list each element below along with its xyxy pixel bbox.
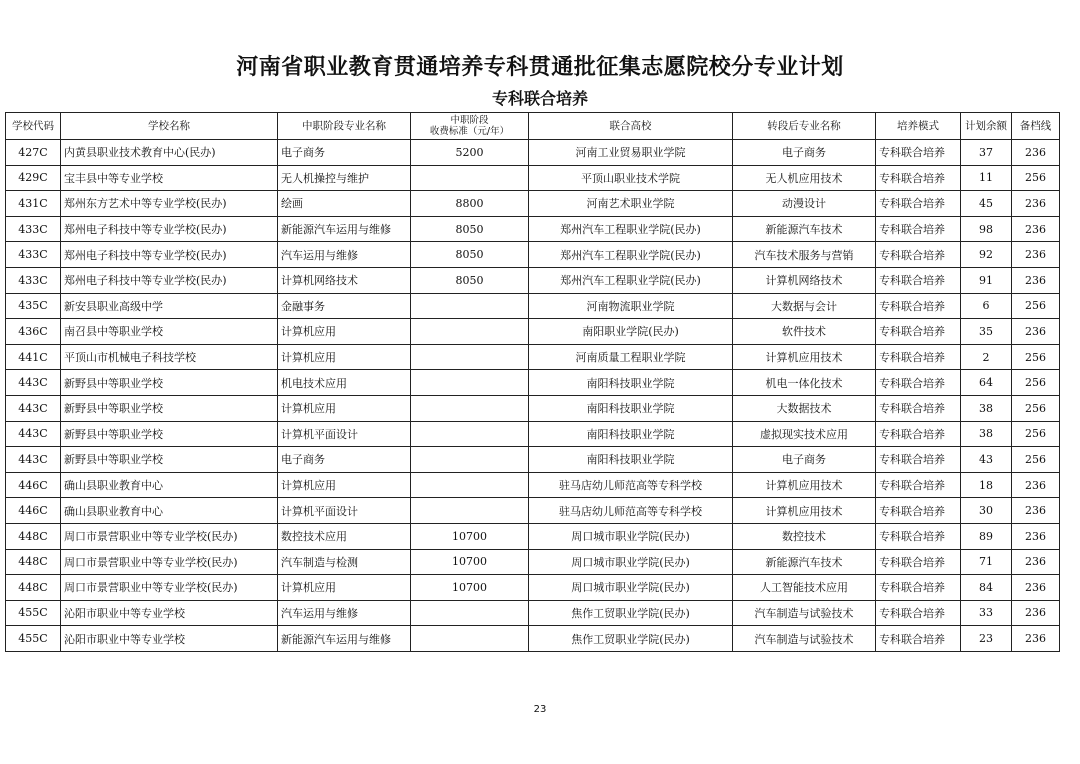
cell-plan-remaining: 18: [961, 472, 1012, 498]
table-row: [6, 575, 1060, 601]
cell-filing-line: 256: [1012, 165, 1060, 191]
cell-school-name: 平顶山市机械电子科技学校: [61, 344, 278, 370]
cell-fee: 5200: [411, 140, 529, 166]
table-row: [6, 242, 1060, 268]
cell-transfer-major: 汽车技术服务与营销: [733, 242, 876, 268]
cell-school-code: 443C: [6, 395, 61, 421]
table-header-row: [6, 113, 1060, 140]
header-mode: 培养模式: [876, 113, 961, 140]
cell-major: 计算机平面设计: [278, 421, 411, 447]
cell-training-mode: 专科联合培养: [876, 447, 961, 473]
cell-training-mode: 专科联合培养: [876, 472, 961, 498]
cell-transfer-major: 软件技术: [733, 319, 876, 345]
cell-transfer-major: 电子商务: [733, 140, 876, 166]
cell-partner-college: 周口城市职业学院(民办): [529, 575, 733, 601]
cell-training-mode: 专科联合培养: [876, 140, 961, 166]
plan-table: [5, 112, 1060, 652]
cell-partner-college: 驻马店幼儿师范高等专科学校: [529, 498, 733, 524]
header-remaining: 计划余额: [961, 113, 1012, 140]
cell-transfer-major: 数控技术: [733, 523, 876, 549]
cell-fee: [411, 165, 529, 191]
cell-partner-college: 焦作工贸职业学院(民办): [529, 600, 733, 626]
header-fee-line2: 收费标准（元/年）: [429, 126, 510, 137]
cell-plan-remaining: 30: [961, 498, 1012, 524]
cell-plan-remaining: 92: [961, 242, 1012, 268]
cell-transfer-major: 虚拟现实技术应用: [733, 421, 876, 447]
cell-filing-line: 236: [1012, 191, 1060, 217]
cell-fee: [411, 370, 529, 396]
cell-major: 汽车制造与检测: [278, 549, 411, 575]
cell-partner-college: 河南艺术职业学院: [529, 191, 733, 217]
cell-major: 计算机应用: [278, 472, 411, 498]
table-row: [6, 293, 1060, 319]
cell-training-mode: 专科联合培养: [876, 216, 961, 242]
cell-school-code: 443C: [6, 447, 61, 473]
cell-training-mode: 专科联合培养: [876, 242, 961, 268]
cell-major: 计算机应用: [278, 395, 411, 421]
header-school: 学校名称: [61, 113, 278, 140]
cell-school-code: 433C: [6, 242, 61, 268]
cell-school-name: 周口市景营职业中等专业学校(民办): [61, 575, 278, 601]
cell-transfer-major: 汽车制造与试验技术: [733, 600, 876, 626]
cell-partner-college: 河南工业贸易职业学院: [529, 140, 733, 166]
table-row: [6, 498, 1060, 524]
cell-school-code: 436C: [6, 319, 61, 345]
table-row: [6, 191, 1060, 217]
cell-fee: 10700: [411, 575, 529, 601]
cell-school-name: 新野县中等职业学校: [61, 447, 278, 473]
cell-school-code: 435C: [6, 293, 61, 319]
cell-fee: 8050: [411, 267, 529, 293]
cell-training-mode: 专科联合培养: [876, 370, 961, 396]
header-partner: 联合高校: [529, 113, 733, 140]
cell-school-code: 446C: [6, 472, 61, 498]
cell-training-mode: 专科联合培养: [876, 395, 961, 421]
cell-fee: [411, 600, 529, 626]
cell-partner-college: 郑州汽车工程职业学院(民办): [529, 242, 733, 268]
cell-transfer-major: 无人机应用技术: [733, 165, 876, 191]
cell-plan-remaining: 2: [961, 344, 1012, 370]
table-row: [6, 165, 1060, 191]
cell-partner-college: 平顶山职业技术学院: [529, 165, 733, 191]
cell-school-name: 确山县职业教育中心: [61, 472, 278, 498]
cell-school-code: 448C: [6, 575, 61, 601]
cell-school-name: 郑州电子科技中等专业学校(民办): [61, 242, 278, 268]
cell-major: 计算机平面设计: [278, 498, 411, 524]
table-row: [6, 421, 1060, 447]
cell-school-code: 448C: [6, 549, 61, 575]
cell-transfer-major: 机电一体化技术: [733, 370, 876, 396]
cell-school-code: 455C: [6, 626, 61, 652]
table-row: [6, 395, 1060, 421]
cell-school-name: 宝丰县中等专业学校: [61, 165, 278, 191]
page-subtitle: 专科联合培养: [491, 89, 588, 108]
cell-school-name: 郑州电子科技中等专业学校(民办): [61, 216, 278, 242]
cell-transfer-major: 计算机应用技术: [733, 472, 876, 498]
cell-filing-line: 256: [1012, 293, 1060, 319]
cell-filing-line: 256: [1012, 447, 1060, 473]
cell-plan-remaining: 35: [961, 319, 1012, 345]
cell-filing-line: 236: [1012, 498, 1060, 524]
cell-school-code: 427C: [6, 140, 61, 166]
cell-major: 新能源汽车运用与维修: [278, 626, 411, 652]
cell-filing-line: 236: [1012, 523, 1060, 549]
table-row: [6, 140, 1060, 166]
header-major: 中职阶段专业名称: [278, 113, 411, 140]
cell-training-mode: 专科联合培养: [876, 626, 961, 652]
cell-partner-college: 南阳科技职业学院: [529, 370, 733, 396]
cell-plan-remaining: 38: [961, 395, 1012, 421]
cell-major: 无人机操控与维护: [278, 165, 411, 191]
cell-transfer-major: 汽车制造与试验技术: [733, 626, 876, 652]
cell-plan-remaining: 11: [961, 165, 1012, 191]
cell-major: 电子商务: [278, 447, 411, 473]
cell-school-code: 433C: [6, 216, 61, 242]
cell-filing-line: 256: [1012, 421, 1060, 447]
cell-filing-line: 236: [1012, 600, 1060, 626]
cell-filing-line: 236: [1012, 472, 1060, 498]
cell-school-name: 南召县中等职业学校: [61, 319, 278, 345]
cell-training-mode: 专科联合培养: [876, 549, 961, 575]
cell-training-mode: 专科联合培养: [876, 421, 961, 447]
cell-training-mode: 专科联合培养: [876, 267, 961, 293]
header-fee-line1: 中职阶段: [450, 115, 489, 126]
cell-school-code: 429C: [6, 165, 61, 191]
cell-plan-remaining: 45: [961, 191, 1012, 217]
cell-training-mode: 专科联合培养: [876, 344, 961, 370]
cell-filing-line: 236: [1012, 267, 1060, 293]
cell-fee: 8050: [411, 216, 529, 242]
cell-school-code: 433C: [6, 267, 61, 293]
table-row: [6, 472, 1060, 498]
cell-partner-college: 南阳职业学院(民办): [529, 319, 733, 345]
cell-filing-line: 236: [1012, 626, 1060, 652]
cell-transfer-major: 新能源汽车技术: [733, 549, 876, 575]
cell-filing-line: 236: [1012, 575, 1060, 601]
cell-filing-line: 236: [1012, 140, 1060, 166]
cell-plan-remaining: 91: [961, 267, 1012, 293]
header-fee: [411, 113, 529, 140]
cell-school-code: 443C: [6, 421, 61, 447]
cell-transfer-major: 计算机应用技术: [733, 498, 876, 524]
cell-school-name: 周口市景营职业中等专业学校(民办): [61, 523, 278, 549]
cell-training-mode: 专科联合培养: [876, 575, 961, 601]
cell-transfer-major: 人工智能技术应用: [733, 575, 876, 601]
table-row: [6, 344, 1060, 370]
cell-school-name: 郑州电子科技中等专业学校(民办): [61, 267, 278, 293]
header-transfer-major: 转段后专业名称: [733, 113, 876, 140]
cell-major: 电子商务: [278, 140, 411, 166]
cell-plan-remaining: 33: [961, 600, 1012, 626]
cell-filing-line: 236: [1012, 319, 1060, 345]
cell-school-code: 443C: [6, 370, 61, 396]
table-row: [6, 600, 1060, 626]
cell-school-code: 455C: [6, 600, 61, 626]
cell-plan-remaining: 6: [961, 293, 1012, 319]
page-title: 河南省职业教育贯通培养专科贯通批征集志愿院校分专业计划: [236, 55, 844, 80]
cell-filing-line: 236: [1012, 549, 1060, 575]
cell-major: 金融事务: [278, 293, 411, 319]
cell-major: 汽车运用与维修: [278, 600, 411, 626]
cell-filing-line: 256: [1012, 344, 1060, 370]
cell-partner-college: 南阳科技职业学院: [529, 395, 733, 421]
table-row: [6, 626, 1060, 652]
cell-partner-college: 周口城市职业学院(民办): [529, 523, 733, 549]
cell-filing-line: 236: [1012, 242, 1060, 268]
cell-training-mode: 专科联合培养: [876, 293, 961, 319]
cell-major: 绘画: [278, 191, 411, 217]
cell-partner-college: 南阳科技职业学院: [529, 447, 733, 473]
cell-major: 计算机应用: [278, 575, 411, 601]
cell-fee: [411, 626, 529, 652]
cell-transfer-major: 计算机应用技术: [733, 344, 876, 370]
cell-fee: 10700: [411, 523, 529, 549]
cell-partner-college: 驻马店幼儿师范高等专科学校: [529, 472, 733, 498]
cell-school-code: 448C: [6, 523, 61, 549]
cell-plan-remaining: 38: [961, 421, 1012, 447]
cell-major: 计算机应用: [278, 319, 411, 345]
cell-school-name: 沁阳市职业中等专业学校: [61, 626, 278, 652]
cell-fee: [411, 293, 529, 319]
table-row: [6, 216, 1060, 242]
table-row: [6, 267, 1060, 293]
header-line: 备档线: [1012, 113, 1060, 140]
page-number: 23: [533, 704, 547, 715]
cell-school-code: 431C: [6, 191, 61, 217]
cell-school-name: 新野县中等职业学校: [61, 370, 278, 396]
cell-school-name: 郑州东方艺术中等专业学校(民办): [61, 191, 278, 217]
cell-fee: [411, 344, 529, 370]
cell-filing-line: 256: [1012, 395, 1060, 421]
cell-plan-remaining: 98: [961, 216, 1012, 242]
cell-school-code: 441C: [6, 344, 61, 370]
cell-school-name: 周口市景营职业中等专业学校(民办): [61, 549, 278, 575]
cell-plan-remaining: 89: [961, 523, 1012, 549]
cell-training-mode: 专科联合培养: [876, 600, 961, 626]
cell-training-mode: 专科联合培养: [876, 319, 961, 345]
cell-partner-college: 焦作工贸职业学院(民办): [529, 626, 733, 652]
table-row: [6, 370, 1060, 396]
cell-major: 汽车运用与维修: [278, 242, 411, 268]
table-row: [6, 447, 1060, 473]
cell-plan-remaining: 37: [961, 140, 1012, 166]
table-row: [6, 523, 1060, 549]
cell-school-code: 446C: [6, 498, 61, 524]
cell-major: 新能源汽车运用与维修: [278, 216, 411, 242]
cell-partner-college: 郑州汽车工程职业学院(民办): [529, 216, 733, 242]
cell-transfer-major: 动漫设计: [733, 191, 876, 217]
cell-partner-college: 河南质量工程职业学院: [529, 344, 733, 370]
cell-partner-college: 周口城市职业学院(民办): [529, 549, 733, 575]
cell-fee: [411, 395, 529, 421]
cell-training-mode: 专科联合培养: [876, 523, 961, 549]
cell-partner-college: 郑州汽车工程职业学院(民办): [529, 267, 733, 293]
cell-fee: [411, 421, 529, 447]
table-row: [6, 319, 1060, 345]
cell-major: 数控技术应用: [278, 523, 411, 549]
cell-transfer-major: 计算机网络技术: [733, 267, 876, 293]
cell-transfer-major: 大数据技术: [733, 395, 876, 421]
cell-training-mode: 专科联合培养: [876, 165, 961, 191]
cell-transfer-major: 大数据与会计: [733, 293, 876, 319]
cell-plan-remaining: 64: [961, 370, 1012, 396]
cell-fee: [411, 472, 529, 498]
cell-plan-remaining: 84: [961, 575, 1012, 601]
cell-fee: [411, 319, 529, 345]
cell-fee: 8050: [411, 242, 529, 268]
cell-major: 计算机应用: [278, 344, 411, 370]
cell-school-name: 新安县职业高级中学: [61, 293, 278, 319]
cell-filing-line: 236: [1012, 216, 1060, 242]
cell-school-name: 新野县中等职业学校: [61, 395, 278, 421]
cell-training-mode: 专科联合培养: [876, 498, 961, 524]
cell-training-mode: 专科联合培养: [876, 191, 961, 217]
cell-transfer-major: 电子商务: [733, 447, 876, 473]
table-body: [6, 140, 1060, 652]
cell-major: 计算机网络技术: [278, 267, 411, 293]
cell-school-name: 沁阳市职业中等专业学校: [61, 600, 278, 626]
cell-fee: [411, 447, 529, 473]
cell-plan-remaining: 71: [961, 549, 1012, 575]
cell-fee: 8800: [411, 191, 529, 217]
cell-plan-remaining: 43: [961, 447, 1012, 473]
cell-major: 机电技术应用: [278, 370, 411, 396]
cell-school-name: 确山县职业教育中心: [61, 498, 278, 524]
cell-plan-remaining: 23: [961, 626, 1012, 652]
cell-transfer-major: 新能源汽车技术: [733, 216, 876, 242]
cell-partner-college: 南阳科技职业学院: [529, 421, 733, 447]
cell-filing-line: 256: [1012, 370, 1060, 396]
cell-school-name: 新野县中等职业学校: [61, 421, 278, 447]
cell-fee: 10700: [411, 549, 529, 575]
cell-fee: [411, 498, 529, 524]
cell-school-name: 内黄县职业技术教育中心(民办): [61, 140, 278, 166]
cell-partner-college: 河南物流职业学院: [529, 293, 733, 319]
header-code: 学校代码: [6, 113, 61, 140]
table-row: [6, 549, 1060, 575]
